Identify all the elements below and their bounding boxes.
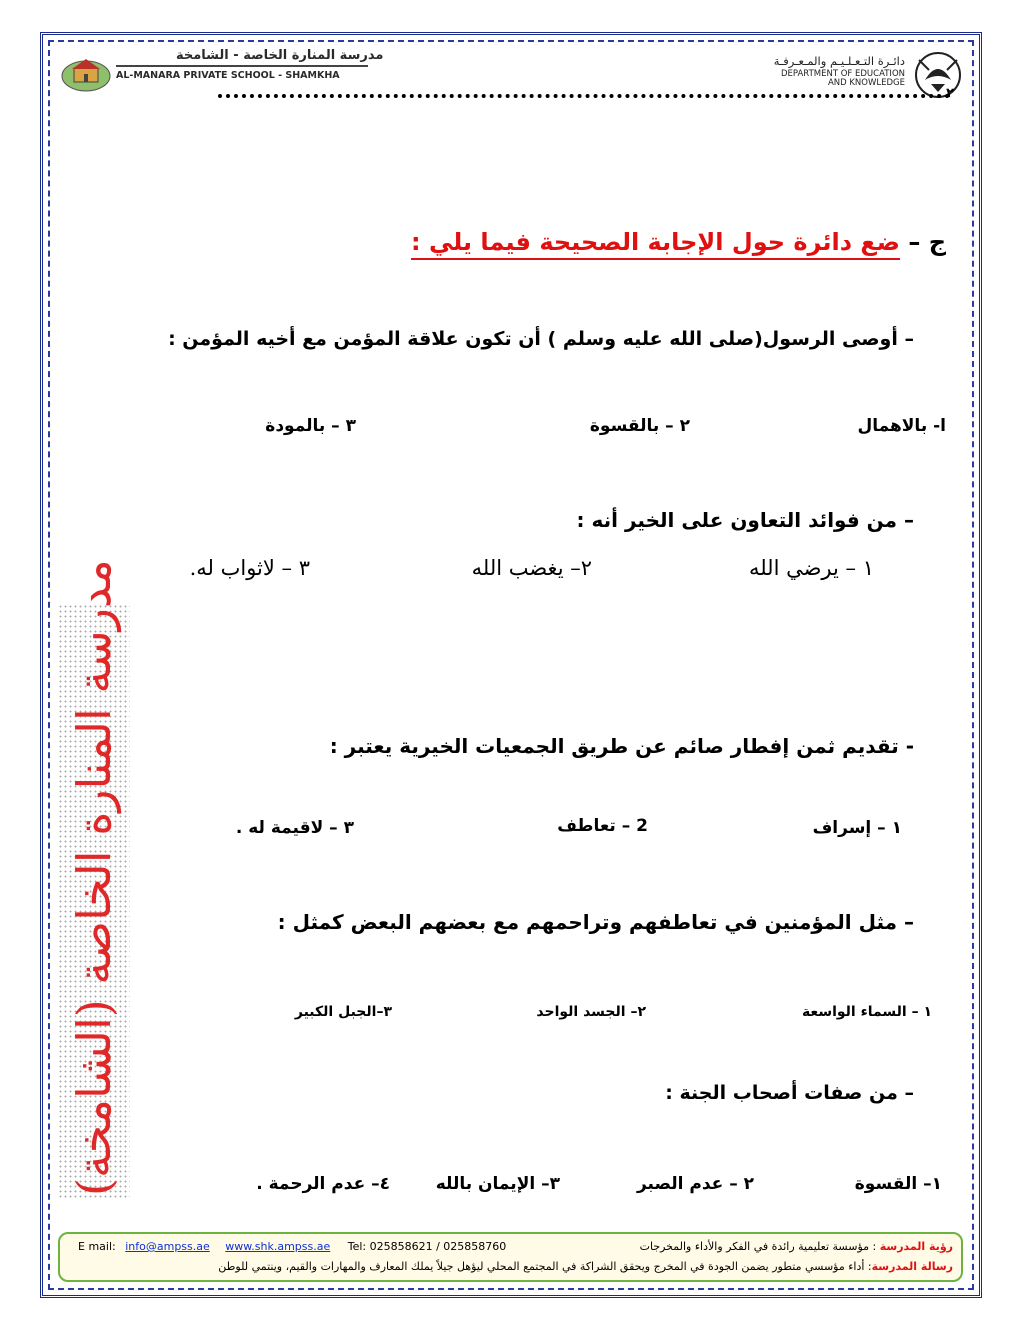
- mission-text: : أداء مؤسسي متطور يضمن الجودة في المخرج ويحقق الشراكة في المجتمع المحلي ليؤهل جيلاً يملك المعارف والمهارات والقيم، وينتمي للوطن: [218, 1260, 872, 1273]
- q2-option-2[interactable]: ٢– يغضب الله: [471, 556, 592, 580]
- q5-option-4[interactable]: ٤– عدم الرحمة .: [256, 1174, 390, 1194]
- q1-option-2[interactable]: ٢ – بالقسوة: [589, 416, 690, 436]
- question-4: – مثل المؤمنين في تعاطفهم وتراحمهم مع بعضهم البعض كمثل :: [277, 910, 914, 934]
- question-3: - تقديم ثمن إفطار صائم عن طريق الجمعيات الخيرية يعتبر :: [329, 734, 914, 758]
- department-name-arabic: دائـرة التـعـلـيـم والمـعـرفـة: [773, 54, 905, 68]
- department-name-line1: DEPARTMENT OF EDUCATION: [780, 69, 905, 79]
- header-divider: [116, 65, 368, 67]
- q3-option-2[interactable]: 2 – تعاطف: [557, 816, 648, 836]
- header-dotted-line: [218, 94, 950, 98]
- department-name-english: [755, 70, 905, 88]
- email-label: E mail:: [78, 1240, 116, 1253]
- section-instruction: ضع دائرة حول الإجابة الصحيحة فيما يلي :: [411, 228, 900, 260]
- question-1: – أوصى الرسول(صلى الله عليه وسلم ) أن تكون علاقة المؤمن مع أخيه المؤمن :: [168, 328, 914, 350]
- question-2: – من فوائد التعاون على الخير أنه :: [576, 508, 914, 532]
- footer-mission: [218, 1260, 953, 1273]
- website-link[interactable]: www.shk.ampss.ae: [225, 1240, 331, 1253]
- q1-option-3[interactable]: ٣ – بالمودة: [265, 416, 356, 436]
- falcon-emblem-icon: [913, 50, 963, 100]
- q2-option-3[interactable]: ٣ – لاثواب له.: [189, 556, 310, 580]
- q4-option-1[interactable]: ١ – السماء الواسعة: [801, 1004, 932, 1020]
- q2-option-1[interactable]: ١ – يرضي الله: [748, 556, 874, 580]
- q4-option-2[interactable]: ٢– الجسد الواحد: [536, 1004, 646, 1020]
- page-footer: [58, 1232, 963, 1282]
- email-link[interactable]: info@ampss.ae: [125, 1240, 210, 1253]
- telephone: Tel: 025858621 / 025858760: [347, 1240, 507, 1253]
- footer-contact: [78, 1240, 506, 1253]
- section-prefix: ج –: [899, 228, 946, 256]
- q5-option-3[interactable]: ٣– الإيمان بالله: [435, 1174, 560, 1194]
- q4-option-3[interactable]: ٣–الجبل الكبير: [294, 1004, 392, 1020]
- question-5: – من صفات أصحاب الجنة :: [665, 1082, 914, 1104]
- section-title: [411, 228, 946, 256]
- q3-option-1[interactable]: ١ – إسراف: [812, 818, 902, 838]
- q5-option-1[interactable]: ١– القسوة: [854, 1174, 942, 1194]
- side-watermark: [58, 559, 130, 1200]
- vision-text: : مؤسسة تعليمية رائدة في الفكر والأداء والمخرجات: [639, 1240, 880, 1253]
- school-logo-icon: [60, 54, 112, 94]
- q5-option-2[interactable]: ٢ – عدم الصبر: [636, 1174, 754, 1194]
- q1-option-1[interactable]: ا- بالاهمال: [857, 416, 946, 436]
- school-name-english: AL-MANARA PRIVATE SCHOOL - SHAMKHA: [116, 70, 340, 81]
- watermark-text: مدرسة المنارة الخاصة (الشامخة): [67, 559, 121, 1196]
- q3-option-3[interactable]: ٣ – لاقيمة له .: [235, 818, 354, 838]
- page-number: ٢: [946, 86, 954, 101]
- mission-label: رسالة المدرسة: [871, 1260, 953, 1273]
- footer-vision: [640, 1240, 953, 1253]
- vision-label: رؤية المدرسة: [879, 1240, 953, 1253]
- school-name-arabic: مدرسة المنارة الخاصة - الشامخة: [176, 48, 384, 63]
- department-name-line2: AND KNOWLEDGE: [827, 78, 905, 88]
